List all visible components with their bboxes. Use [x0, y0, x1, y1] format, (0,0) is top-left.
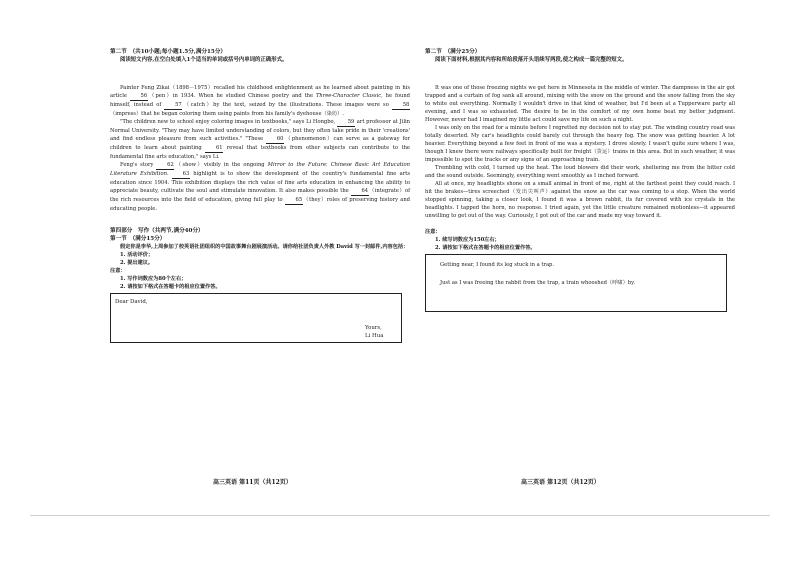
left-page	[110, 48, 410, 343]
section-instruction: 阅读下面材料,根据其内容和所给段落开头语续写两段,使之构成一篇完整的短文。	[435, 57, 628, 63]
paragraph-opening-2: Just as I was freeing the rabbit from the trap, a train whooshed（呼啸）by.	[440, 280, 635, 286]
text: （integrate）of the rich resources into the field of education, giving full play to	[110, 188, 411, 203]
task-item-1: 1. 活动评价；	[120, 252, 154, 258]
letter-salutation: Dear David,	[115, 299, 148, 305]
right-page	[425, 48, 735, 312]
writing-section-1-title: 第一节 （满分15分）	[110, 236, 166, 242]
story-paragraph-3: Trembling with cold, I turned up the heat. The loud blowers did their work, sheltering me from the bitter cold and the sound outside. Seemingly, everything went smoothly as I inched forward.	[425, 165, 735, 179]
blank-65: 65	[285, 196, 303, 205]
continuation-answer-box	[425, 254, 727, 312]
text: Feng's story	[120, 162, 157, 168]
page-footer-left: 高三英语 第11页（共12页）	[213, 479, 292, 486]
closing-word: Yours,	[365, 325, 382, 331]
text: "The children new to school enjoy coloring images in textbooks," says Li Hongbo,	[120, 119, 338, 125]
notes-label: 注意：	[425, 229, 441, 235]
text: （they）roles of preserving history and educating people.	[110, 197, 410, 212]
exhibition-title: Mirror to the Future: Chinese Basic Art Education Literature Exhibition	[110, 162, 410, 177]
note-1: 1. 写作词数应为80个左右；	[120, 276, 187, 282]
story-paragraph-1: It was one of those freezing nights we get here in Minnesota in the middle of winter. The dampness in the air got trapped and a curtain of fog sank all around, mixing with the snow on the ground and the snow falling from the sky to white out everything. Normally I wouldn't drive in that kind of weather, but I'd been at a Tupperware party all evening, and I was so exhausted. The desire to be in the comfort of my own home beat my better judgment. However, never had I imagined my little act could save my life on such a night.	[425, 85, 735, 123]
text: （catch）by the text, seized by the illustrations. These images were so	[182, 102, 392, 108]
notes-label: 注意：	[110, 268, 126, 274]
text: Painter Feng Zikai（1898－1975）recalled his childhood enlightenment as he learned about painting in his article	[110, 85, 410, 99]
text: .	[167, 171, 172, 177]
text: art professor at Jilin Normal University. "They may have limited understanding of colors, but they often take pride in their 'creations' and find endless pleasure from such activities." "These	[110, 119, 410, 142]
story-paragraph-4: All at once, my headlights shone on a small animal in front of me, right at the farthest point they could reach. I hit the brakes—tires screeched（发出尖叫声）against the snow as the car was coming to a stop. When the world stopped spinning, taking a closer look, I found it was a brown rabbit, its fur covered with ice crystals in the headlights. I tapped the horn, no response. I tried again, yet the little creature remained motionless—it appeared unwilling to get out of the way. Curiously, I got out of the car and made my way toward it.	[425, 181, 735, 219]
blank-57: 57	[164, 101, 182, 110]
text: , he found himself, instead of	[110, 93, 411, 108]
blank-59: 59	[337, 118, 355, 127]
text: （show）visibly in the ongoing	[174, 162, 268, 168]
task-item-2: 2. 提出建议。	[120, 260, 154, 266]
paragraph-opening-1: Getting near, I found its leg stuck in a trap.	[440, 262, 555, 268]
note-2: 2. 请按如下格式在答题卡的相应位置作答。	[435, 245, 536, 251]
blank-62: 62	[156, 161, 174, 170]
passage-paragraph-1	[110, 84, 410, 118]
writing-task: 假定你是李华,上周参加了校英语社团组织的中国故事舞台剧展演活动。请你给社团负责人外教 David 写一封邮件,内容包括：	[120, 244, 409, 250]
text: highlight is to show the development of the country's fundamental fine arts education since 1904. This exhibition displays the rich value of fine arts education in enhancing the ability to appreciate beauty, cultivate the soul and stimulate innovation. It also makes possible the	[110, 171, 410, 194]
passage-paragraph-2	[110, 118, 410, 161]
book-title: Three-Character Classic	[315, 93, 382, 99]
part-4-title: 第四部分 写作（共两节,满分40分）	[110, 228, 204, 234]
section-title: 第二节 （共10小题;每小题1.5分,满分15分）	[110, 49, 227, 55]
text: reveal that textbooks from other subjects can contribute to the fundamental fine arts education," says Li.	[110, 145, 411, 160]
passage-paragraph-3	[110, 161, 410, 213]
blank-63: 63	[172, 170, 190, 179]
page-footer-right: 高三英语 第12页（共12页）	[521, 479, 600, 486]
section-title: 第二节 （满分25分）	[425, 49, 481, 55]
bottom-divider	[30, 515, 770, 516]
note-2: 2. 请按如下格式在答题卡的相应位置作答。	[120, 284, 221, 290]
letter-closing	[365, 324, 383, 340]
blank-56: 56	[130, 92, 148, 101]
note-1: 1. 续写词数应为150左右；	[435, 237, 500, 243]
section-instruction: 阅读短文内容,在空白处填入1个适当的单词或括号内单词的正确形式。	[120, 57, 288, 63]
text: （impress）that he began coloring them using paints from his family's dyehouse（染坊）.	[110, 111, 344, 117]
signature-name: Li Hua	[365, 333, 384, 339]
story-paragraph-2: I was only on the road for a minute before I regretted my decision not to stay put. The winding country road was totally deserted. My car's headlights could barely cut through the heavy fog. The snow was getting heavier. A lot heavier. Everything beyond a few feet in front of me was a mystery. I drove slowly. I wasn't quite sure where I was, though I knew there were railways specifically built for freight（货运）trains in this area. But in such weather, it was impossible to spot the tracks or any signs of an approaching train.	[425, 125, 735, 163]
text: （pen）in 1934. When he studied Chinese poetry and the	[147, 93, 316, 99]
blank-61: 61	[205, 144, 223, 153]
blank-58: 58	[392, 101, 410, 110]
blank-60: 60	[266, 135, 284, 144]
text: （phenomenon）can serve as a gateway for children to learn about painting	[110, 136, 410, 151]
letter-answer-box	[110, 293, 402, 343]
blank-64: 64	[351, 187, 369, 196]
